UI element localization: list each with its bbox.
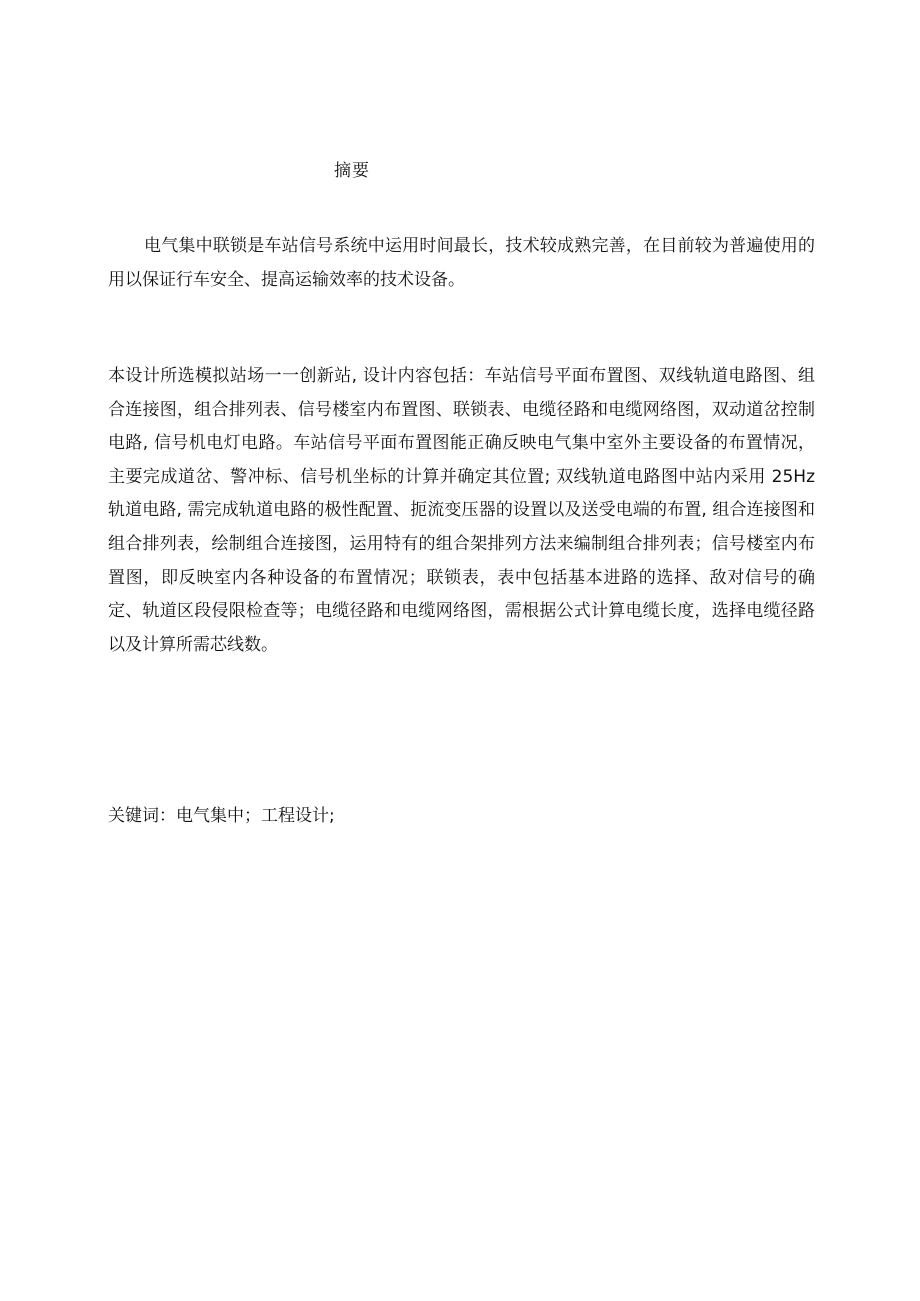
abstract-paragraph-intro: 电气集中联锁是车站信号系统中运用时间最长，技术较成熟完善，在目前较为普遍使用的用以保证行车安全、提高运输效率的技术设备。 [108, 236, 815, 290]
abstract-paragraph-design: 本设计所选模拟站场一一创新站, 设计内容包括：车站信号平面布置图、双线轨道电路图、组合连接图，组合排列表、信号楼室内布置图、联锁表、电缆径路和电缆网络图，双动道岔控制电路, 信号机电灯电路。车站信号平面布置图能正确反映电气集中室外主要设备的布置情况，主要完成道岔、警冲标、信号机坐标的计算并确定其位置; 双线轨道电路图中站内采用 25Hz 轨道电路, 需完成轨道电路的极性配置、扼流变压器的设置以及送受电端的布置, 组合连接图和组合排列表，绘制组合连接图，运用特有的组合架排列方法来编制组合排列表；信号楼室内布置图，即反映室内各种设备的布置情况；联锁表，表中包括基本进路的选择、敌对信号的确定、轨道区段侵限检查等；电缆径路和电缆网络图，需根据公式计算电缆长度，选择电缆径路以及计算所需芯线数。 [108, 366, 815, 655]
abstract-title: 摘要 [334, 161, 370, 181]
keywords-line: 关键词：电气集中；工程设计; [108, 806, 335, 826]
